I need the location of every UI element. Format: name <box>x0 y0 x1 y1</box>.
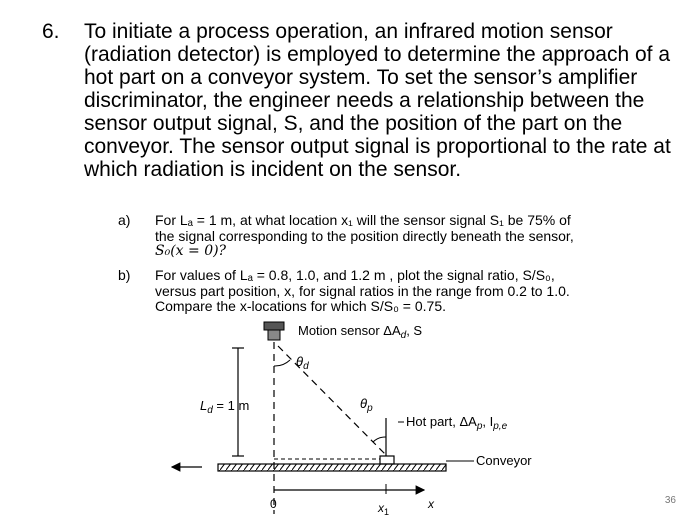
sensor-label: Motion sensor $\Delta A_d$, S <box>298 323 423 341</box>
part-b-label: b) <box>118 267 131 283</box>
origin-label: 0 <box>270 497 277 511</box>
part-b-line-1: For values of Lₐ = 0.8, 1.0, and 1.2 m , plot the signal ratio, S/S₀, <box>155 267 555 283</box>
hot-part <box>380 456 394 464</box>
x1-label: $x_1$ <box>378 501 390 517</box>
theta-d-arc <box>274 360 290 366</box>
part-a-line-2: the signal corresponding to the position directly beneath the sensor, <box>155 227 574 244</box>
part-a-label: a) <box>118 212 131 228</box>
part-b-line-3: Compare the x-locations for which S/S₀ = 0.75. <box>155 298 447 314</box>
slide-number: 36 <box>664 495 676 506</box>
part-a-line-3: S₀(x = 0)? <box>155 243 227 259</box>
theta-p-arc <box>373 437 386 442</box>
x-label: x <box>428 497 434 511</box>
problem-number: 6. <box>42 20 60 43</box>
part-a-line-1: For Lₐ = 1 m, at what location x₁ will the sensor signal S₁ be 75% of <box>155 212 571 228</box>
part-b-line-2: versus part position, x, for signal ratios in the range from 0.2 to 1.0. <box>155 282 570 299</box>
motion-sensor-icon <box>264 322 284 340</box>
theta-d-label: $\theta_d$ <box>296 354 309 372</box>
conveyor-label: Conveyor <box>476 453 532 468</box>
hot-part-label: Hot part, $\Delta A_p$, $I_{p,e}$ <box>406 414 508 432</box>
theta-p-label: $\theta_p$ <box>360 396 373 414</box>
problem-statement: To initiate a process operation, an infrared motion sensor (radiation detector) is employed to determine the approach of a hot part on a conveyor system. To set the sensor’s amplifier discriminator, the engineer needs a relationship between the sensor output signal, S, and the position of the part on the conveyor. The sensor output signal is proportional to the rate at which radiation is incident on the sensor. <box>84 20 671 181</box>
conveyor-belt <box>218 464 446 471</box>
line-of-sight <box>278 346 386 455</box>
conveyor-sensor-diagram <box>160 318 580 518</box>
height-label: $L_d = 1$ m <box>200 398 250 416</box>
part-a-text <box>155 213 625 260</box>
part-b-text <box>155 268 625 315</box>
